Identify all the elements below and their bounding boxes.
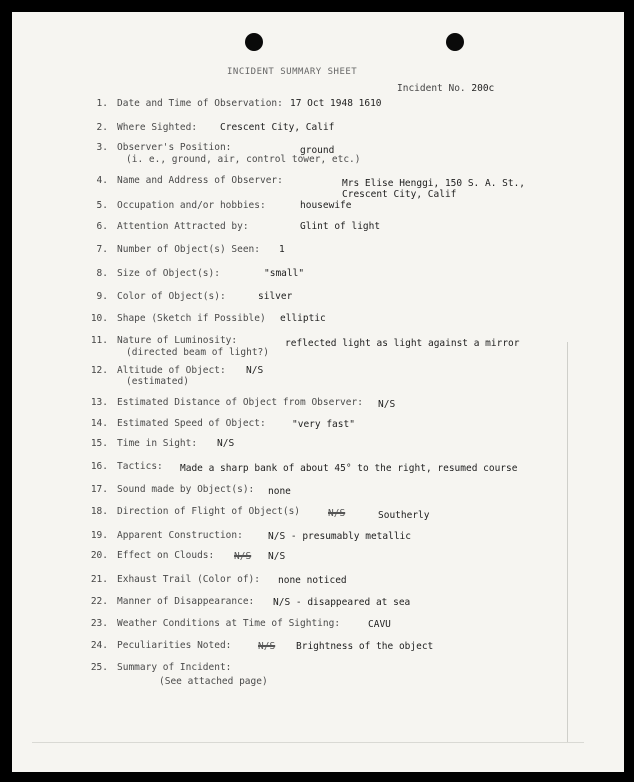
row-number: 12. [90, 365, 108, 376]
row-number: 18. [90, 506, 108, 517]
row-number: 14. [90, 418, 108, 429]
document-title: INCIDENT SUMMARY SHEET [227, 67, 358, 77]
row-number: 20. [90, 550, 108, 561]
row-number: 7. [96, 244, 108, 255]
row-value: silver [258, 291, 293, 302]
document-page [12, 12, 624, 772]
row-label: Time in Sight: [117, 438, 198, 449]
row-label: Occupation and/or hobbies: [117, 200, 266, 211]
row-value: N/S [246, 365, 264, 376]
row-value: Glint of light [300, 221, 381, 232]
row-number: 16. [90, 461, 108, 472]
row-number: 2. [96, 122, 108, 133]
row-number: 3. [96, 142, 108, 153]
row-number: 13. [90, 397, 108, 408]
row-label: Attention Attracted by: [117, 221, 249, 232]
row-value: reflected light as light against a mirror [285, 338, 520, 349]
row-sublabel: (estimated) [126, 376, 189, 387]
row-sublabel: (See attached page) [159, 676, 268, 687]
row-number: 19. [90, 530, 108, 541]
row-value: Brightness of the object [296, 641, 434, 652]
row-label: Name and Address of Observer: [117, 175, 283, 186]
struck-value: N/S [234, 551, 252, 562]
row-value: 1 [279, 244, 285, 255]
row-label: Sound made by Object(s): [117, 484, 255, 495]
row-label: Shape (Sketch if Possible) [117, 313, 266, 324]
row-label: Where Sighted: [117, 122, 198, 133]
incident-label: Incident No. [397, 83, 466, 94]
struck-value: N/S [328, 508, 346, 519]
row-label: Peculiarities Noted: [117, 640, 232, 651]
row-label: Observer's Position: [117, 142, 232, 153]
row-label: Exhaust Trail (Color of): [117, 574, 260, 585]
row-value: housewife [300, 200, 352, 211]
row-value: N/S - presumably metallic [268, 531, 411, 542]
row-value: none noticed [278, 575, 347, 586]
incident-number [397, 83, 494, 94]
page-bottom-line [32, 742, 584, 743]
row-label: Direction of Flight of Object(s) [117, 506, 301, 517]
punch-hole-right [446, 33, 464, 51]
row-value: N/S [378, 399, 396, 410]
row-number: 24. [90, 640, 108, 651]
row-value: 17 Oct 1948 1610 [290, 98, 382, 109]
row-number: 5. [96, 200, 108, 211]
incident-value: 200c [471, 83, 495, 94]
row-label: Altitude of Object: [117, 365, 226, 376]
row-label: Summary of Incident: [117, 662, 232, 673]
row-value: ground [300, 145, 335, 156]
page-crease [567, 342, 568, 742]
row-number: 10. [90, 313, 108, 324]
row-label: Nature of Luminosity: [117, 335, 238, 346]
punch-hole-left [245, 33, 263, 51]
row-value: N/S [217, 438, 235, 449]
row-value: "very fast" [292, 419, 355, 430]
row-number: 21. [90, 574, 108, 585]
row-label: Color of Object(s): [117, 291, 226, 302]
row-value: CAVU [368, 619, 391, 630]
row-value: Crescent City, Calif [220, 122, 335, 133]
row-value: Mrs Elise Henggi, 150 S. A. St., [342, 178, 526, 189]
row-label: Date and Time of Observation: [117, 98, 283, 109]
row-label: Weather Conditions at Time of Sighting: [117, 618, 341, 629]
row-label: Tactics: [117, 461, 163, 472]
row-value-line-2: Crescent City, Calif [342, 189, 457, 200]
row-number: 15. [90, 438, 108, 449]
row-label: Effect on Clouds: [117, 550, 215, 561]
row-value: N/S [268, 551, 286, 562]
row-sublabel: (i. e., ground, air, control tower, etc.) [126, 154, 361, 165]
row-label: Estimated Distance of Object from Observer: [117, 397, 363, 408]
row-number: 22. [90, 596, 108, 607]
row-value: none [268, 486, 291, 497]
row-value: N/S - disappeared at sea [273, 597, 411, 608]
row-label: Number of Object(s) Seen: [117, 244, 260, 255]
row-label: Apparent Construction: [117, 530, 243, 541]
row-sublabel: (directed beam of light?) [126, 347, 269, 358]
struck-value: N/S [258, 641, 276, 652]
row-number: 9. [96, 291, 108, 302]
row-number: 8. [96, 268, 108, 279]
row-value: "small" [264, 268, 305, 279]
row-label: Estimated Speed of Object: [117, 418, 266, 429]
row-number: 17. [90, 484, 108, 495]
row-number: 23. [90, 618, 108, 629]
row-label: Manner of Disappearance: [117, 596, 255, 607]
row-value: elliptic [280, 313, 326, 324]
row-number: 4. [96, 175, 108, 186]
row-value: Made a sharp bank of about 45° to the right, resumed course [180, 463, 518, 474]
row-number: 11. [90, 335, 108, 346]
row-label: Size of Object(s): [117, 268, 220, 279]
row-number: 25. [90, 662, 108, 673]
row-number: 6. [96, 221, 108, 232]
row-number: 1. [96, 98, 108, 109]
row-value: Southerly [378, 510, 430, 521]
